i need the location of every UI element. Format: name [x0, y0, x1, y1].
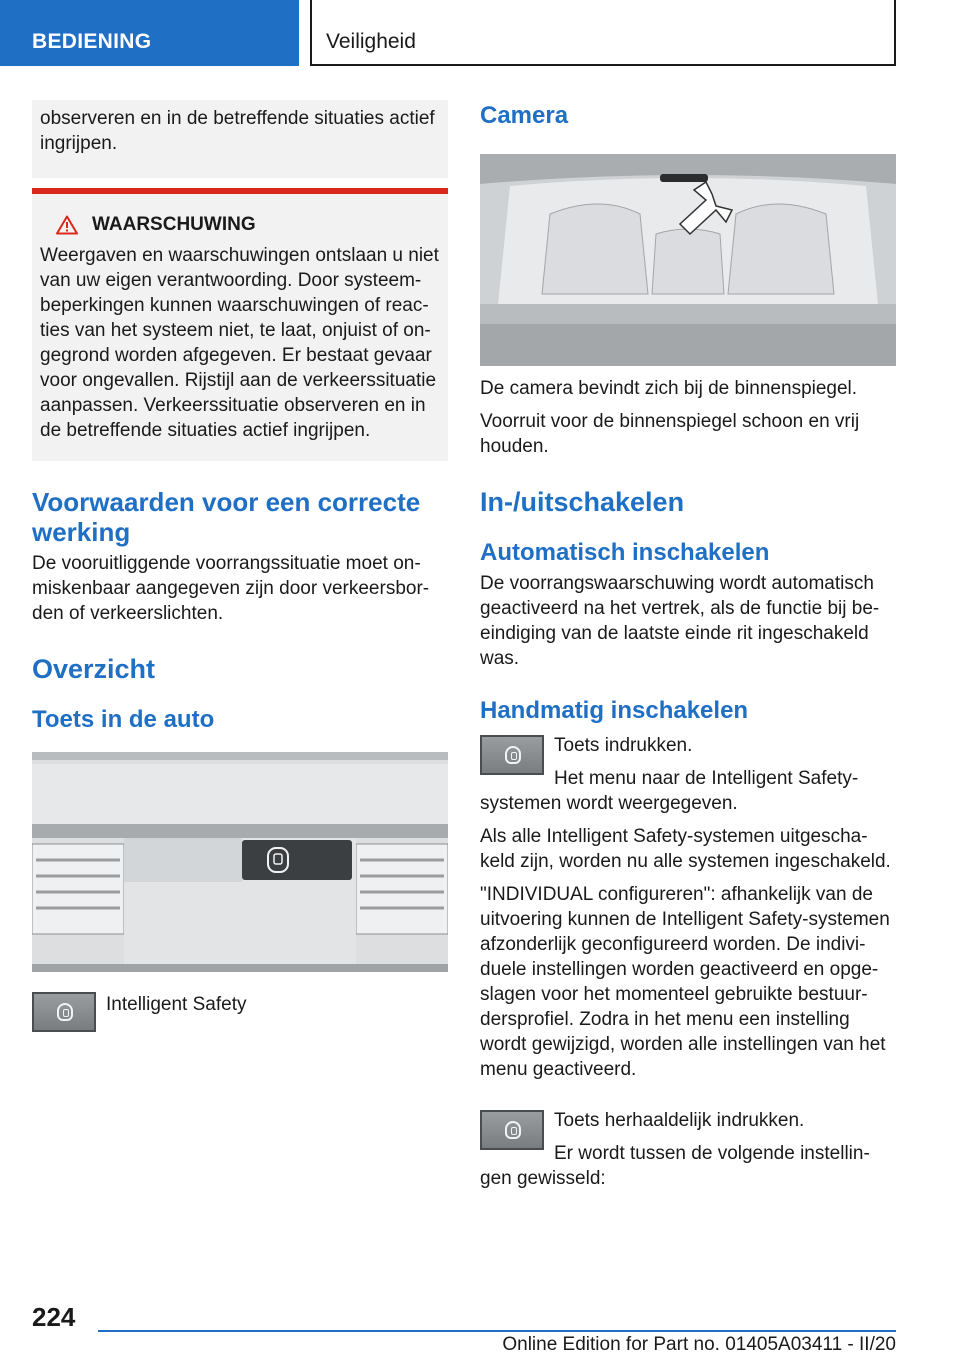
- manual-para3: "INDIVIDUAL configureren": afhankelijk van de uitvoering kunnen de Intelligent Safety-systemen afzonderlijk geconfigureerd worden. De indivi-duele instellingen worden geactiveerd en opge-slagen voor het momenteel gebruikte bestuur-dersprofiel. Zodra in het menu een instelling wordt gewijzigd, worden alle instellingen van het menu geactiveerd.: [480, 884, 890, 1080]
- intelligent-safety-key: [32, 992, 96, 1032]
- button-label: Intelligent Safety: [106, 994, 247, 1015]
- left-column: [32, 100, 448, 1052]
- camera-photo: [480, 154, 896, 366]
- manual-result2: Er wordt tussen de volgende instellin-gen gewisseld:: [480, 1143, 870, 1189]
- camera-heading: Camera: [480, 102, 569, 129]
- intelligent-safety-key: [480, 735, 544, 775]
- warning-triangle-icon: [56, 215, 78, 235]
- auto-heading: Automatisch inschakelen: [480, 539, 770, 566]
- camera-line2: Voorruit voor de binnenspiegel schoon en vrij houden.: [480, 411, 860, 457]
- overview-heading: Overzicht: [32, 654, 156, 684]
- chapter-title: Veiligheid: [326, 30, 416, 53]
- manual-result1: Het menu naar de Intelligent Safety-systemen wordt weergegeven.: [480, 768, 859, 814]
- manual-step2: [480, 1108, 896, 1191]
- manual-heading: Handmatig inschakelen: [480, 697, 749, 724]
- section-tab: [0, 0, 299, 66]
- footer-rule: [98, 1330, 896, 1332]
- manual-para2: Als alle Intelligent Safety-systemen uitgescha-keld zijn, worden nu alle systemen ingeschakeld.: [480, 826, 891, 872]
- section-title: BEDIENING: [32, 30, 152, 53]
- manual-step1: [480, 733, 896, 816]
- auto-body: De voorrangswaarschuwing wordt automatisch geactiveerd na het vertrek, als de functie bij be-eindiging van de laatste einde rit ingeschakeld was.: [480, 573, 880, 669]
- camera-line1: De camera bevindt zich bij de binnenspiegel.: [480, 378, 858, 399]
- manual-step1-text: Toets indrukken.: [554, 735, 693, 756]
- intelligent-safety-icon: [505, 746, 521, 764]
- requirements-body: De vooruitliggende voorrangssituatie moet on-miskenbaar aangegeven zijn door verkeersbor-den of verkeerslichten.: [32, 553, 430, 624]
- onoff-heading: In-/uitschakelen: [480, 487, 685, 517]
- page-number: 224: [32, 1302, 76, 1332]
- manual-step2-text: Toets herhaaldelijk indrukken.: [554, 1110, 805, 1131]
- warning-body: Weergaven en waarschuwingen ontslaan u niet van uw eigen verantwoording. Door systeem-beperkingen kunnen waarschuwingen of reac-ties van het systeem niet, te laat, onjuist of on-gegrond worden afgegeven. Er bestaat gevaar voor ongevallen. Rijstijl aan de verkeerssituatie aanpassen. Verkeerssituatie observeren en in de betreffende situaties actief ingrijpen.: [40, 245, 439, 441]
- intro-box: [32, 100, 448, 178]
- dashboard-photo: [32, 752, 448, 972]
- car-interior-illustration: [480, 154, 896, 366]
- warning-title: WAARSCHUWING: [92, 214, 256, 235]
- intelligent-safety-key: [480, 1110, 544, 1150]
- dashboard-illustration: [32, 752, 448, 972]
- warning-box: [32, 188, 448, 461]
- edition-text: Online Edition for Part no. 01405A03411 - II/20: [502, 1334, 896, 1355]
- button-heading: Toets in de auto: [32, 706, 215, 733]
- requirements-heading: Voorwaarden voor een correcte werking: [32, 487, 421, 547]
- right-column: [480, 100, 896, 1191]
- intelligent-safety-icon: [505, 1121, 521, 1139]
- chapter-tab: [310, 0, 896, 66]
- intro-text: observeren en in de betreffende situaties actief ingrijpen.: [40, 108, 435, 154]
- intelligent-safety-icon: [57, 1003, 73, 1021]
